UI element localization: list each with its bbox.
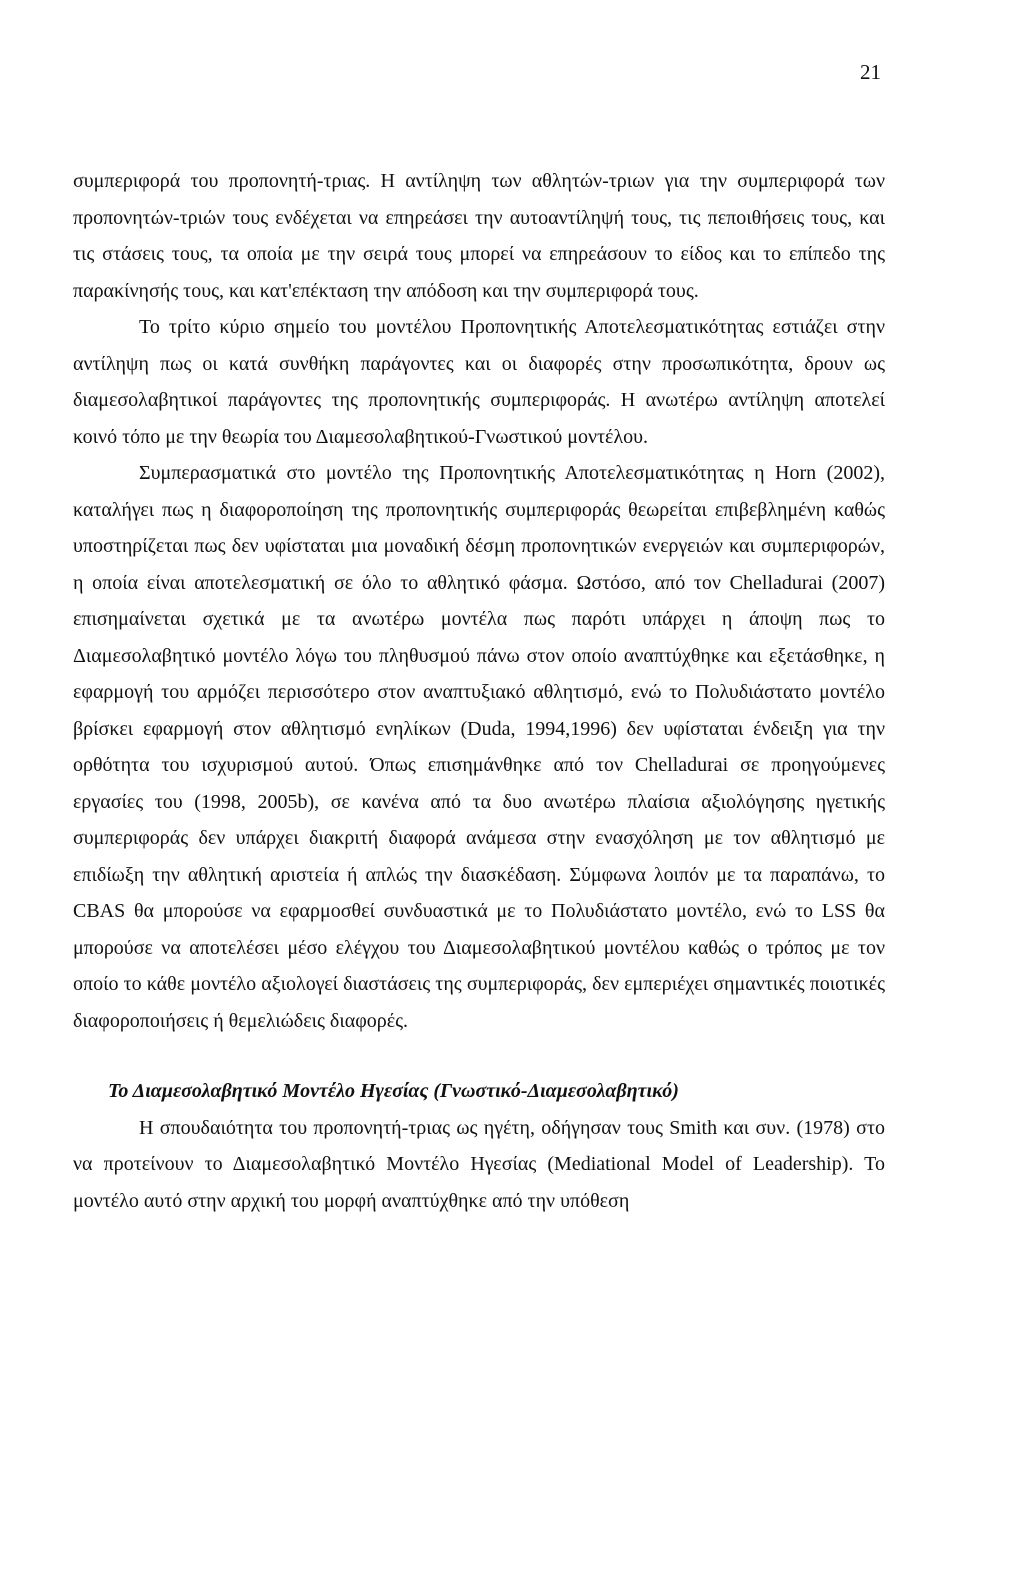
paragraph-2: Το τρίτο κύριο σημείο του μοντέλου Προπονητικής Αποτελεσματικότητας εστιάζει στην αντίληψη πως οι κατά συνθήκη παράγοντες και οι διαφορές στην προσωπικότητα, δρουν ως διαμεσολαβητικοί παράγοντες της προπονητικής συμπεριφοράς. Η ανωτέρω αντίληψη αποτελεί κοινό τόπο με την θεωρία του Διαμεσολαβητικού-Γνωστικού μοντέλου.	[73, 316, 885, 448]
page-number: 21	[860, 60, 881, 84]
section-paragraph: Η σπουδαιότητα του προπονητή-τριας ως ηγέτη, οδήγησαν τους Smith και συν. (1978) στο να προτείνουν το Διαμεσολαβητικό Μοντέλο Ηγεσίας (Mediational Model of Leadership). Το μοντέλο αυτό στην αρχική του μορφή αναπτύχθηκε από την υπόθεση	[73, 1116, 885, 1212]
paragraph-3: Συμπερασματικά στο μοντέλο της Προπονητικής Αποτελεσματικότητας η Horn (2002), καταλήγει πως η διαφοροποίηση της προπονητικής συμπεριφοράς θεωρείται επιβεβλημένη καθώς υποστηρίζεται πως δεν υφίσταται μια μοναδική δέσμη προπονητικών ενεργειών και συμπεριφορών, η οποία είναι αποτελεσματική σε όλο το αθλητικό φάσμα. Ωστόσο, από τον Chelladurai (2007) επισημαίνεται σχετικά με τα ανωτέρω μοντέλα πως παρότι υπάρχει η άποψη πως το Διαμεσολαβητικό μοντέλο λόγω του πληθυσμού πάνω στον οποίο αναπτύχθηκε και εξετάσθηκε, η εφαρμογή του αρμόζει περισσότερο στον αναπτυξιακό αθλητισμό, ενώ το Πολυδιάστατο μοντέλο βρίσκει εφαρμογή στον αθλητισμό ενηλίκων (Duda, 1994,1996) δεν υφίσταται ένδειξη για την ορθότητα του ισχυρισμού αυτού. Όπως επισημάνθηκε από τον Chelladurai σε προηγούμενες εργασίες του (1998, 2005b), σε κανένα από τα δυο ανωτέρω πλαίσια αξιολόγησης ηγετικής συμπεριφοράς δεν υπάρχει διακριτή διαφορά ανάμεσα στην ενασχόληση με τον αθλητισμό με επιδίωξη την αθλητική αριστεία ή απλώς την διασκέδαση. Σύμφωνα λοιπόν με τα παραπάνω, το CBAS θα μπορούσε να εφαρμοσθεί συνδυαστικά με το Πολυδιάστατο μοντέλο, ενώ το LSS θα μπορούσε να αποτελέσει μέσο ελέγχου του Διαμεσολαβητικού μοντέλου καθώς ο τρόπος με τον οποίο το κάθε μοντέλο αξιολογεί διαστάσεις της συμπεριφοράς, δεν εμπεριέχει σημαντικές ποιοτικές διαφοροποιήσεις ή θεμελιώδεις διαφορές.	[73, 462, 885, 1032]
section-heading: Το Διαμεσολαβητικό Μοντέλο Ηγεσίας (Γνωστικό-Διαμεσολαβητικό)	[108, 1080, 679, 1102]
paragraph-1: συμπεριφορά του προπονητή-τριας. Η αντίληψη των αθλητών-τριων για την συμπεριφορά των προπονητών-τριών τους ενδέχεται να επηρεάσει την αυτοαντίληψή τους, τις πεποιθήσεις τους, και τις στάσεις τους, τα οποία με την σειρά τους μπορεί να επηρεάσουν το είδος και το επίπεδο της παρακίνησής τους, και κατ'επέκταση την απόδοση και την συμπεριφορά τους.	[73, 170, 885, 302]
body-text	[73, 163, 885, 1219]
